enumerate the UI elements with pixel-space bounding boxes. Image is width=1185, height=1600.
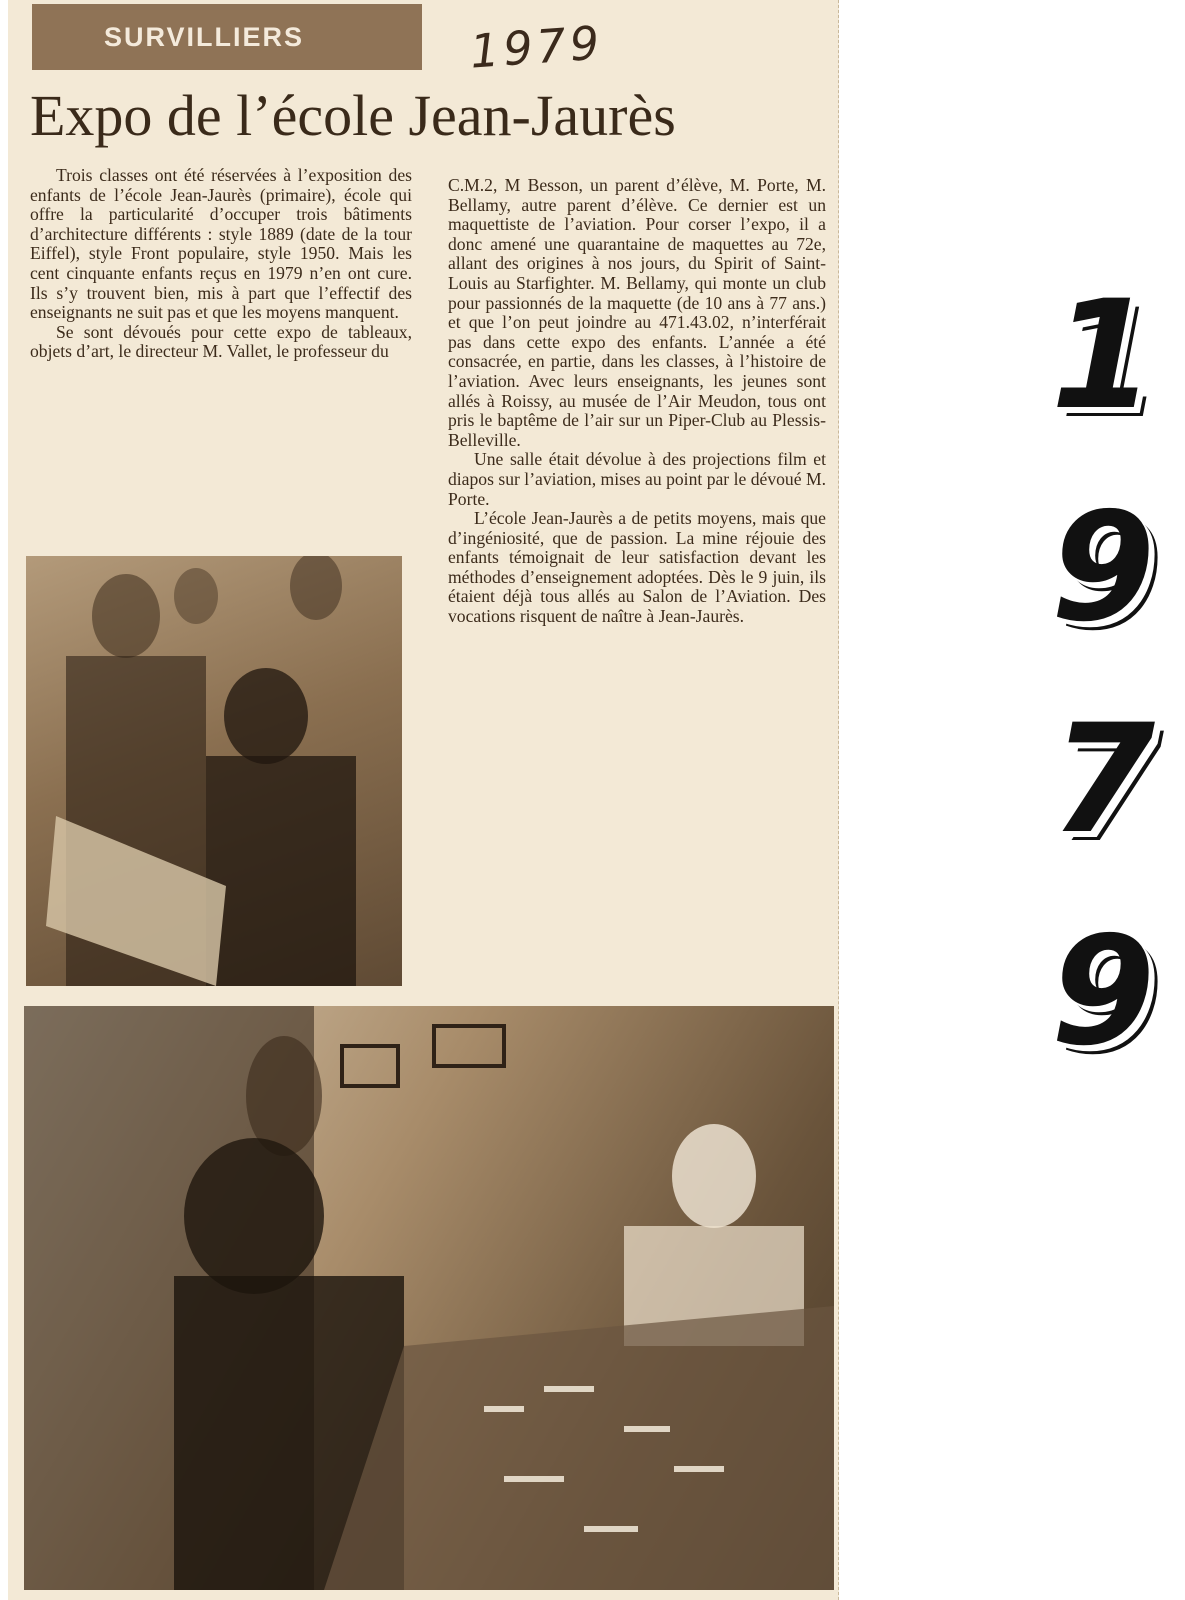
year-digit: 1 [1050,269,1156,443]
paragraph: L’école Jean-Jaurès a de petits moyens, mais que d’ingéniosité, que de passion. La mine réjouie des enfants témoignait de leur satisfaction devant les méthodes d’enseignement adoptées. Dès le 9 juin, ils étaient déjà tous allés au Salon de l’Aviation. Des vocations risquent de naître à Jean-Jaurès. [448,508,826,627]
article-headline: Expo de l’école Jean-Jaurès [30,83,676,148]
handwritten-year: 1979 [468,15,605,79]
article-column-left [30,166,412,362]
section-label: SURVILLIERS [32,4,422,70]
photo-visitors-with-display [26,556,402,986]
year-digit: 9 [1050,481,1156,655]
paragraph: Se sont dévoués pour cette expo de tableaux, objets d’art, le directeur M. Vallet, le professeur du [30,321,412,362]
year-digit: 7 [1050,693,1156,867]
year-digit: 9 [1050,905,1156,1079]
photo-model-airplane-table [24,1006,834,1590]
newspaper-clipping [8,0,839,1600]
paragraph: Trois classes ont été réservées à l’exposition des enfants de l’école Jean-Jaurès (primaire), école qui offre la particularité d’occuper trois bâtiments d’architecture différents : style 1889 (date de la tour Eiffel), style Front populaire, style 1950. Mais les cent cinquante enfants reçus en 1979 n’en ont cure. Ils s’y trouvent bien, mis à part que l’effectif des enseignants ne suit pas et que les moyens manquent. [30,165,412,323]
paragraph: Une salle était dévolue à des projections film et diapos sur l’aviation, mises au point par le dévoué M. Porte. [448,449,826,509]
article-column-right [448,176,826,627]
side-year-graphic [1038,250,1168,1098]
paragraph: C.M.2, M Besson, un parent d’élève, M. Porte, M. Bellamy, autre parent d’élève. Ce dernier est un maquettiste de l’aviation. Pour corser l’expo, il a donc amené une quarantaine de maquettes au 72e, allant des origines à nos jours, du Spirit of Saint-Louis au Starfighter. M. Bellamy, qui monte un club pour passionnés de la maquette (de 10 ans à 77 ans.) et que l’on peut joindre au 471.43.02, n’interférait pas dans cette expo des enfants. L’année a été consacrée, en partie, dans les classes, à l’histoire de l’aviation. Avec leurs enseignants, les jeunes sont allés à Roissy, au musée de l’Air Meudon, tous ont pris le baptême de l’air sur un Piper-Club au Plessis-Belleville. [448,175,826,450]
